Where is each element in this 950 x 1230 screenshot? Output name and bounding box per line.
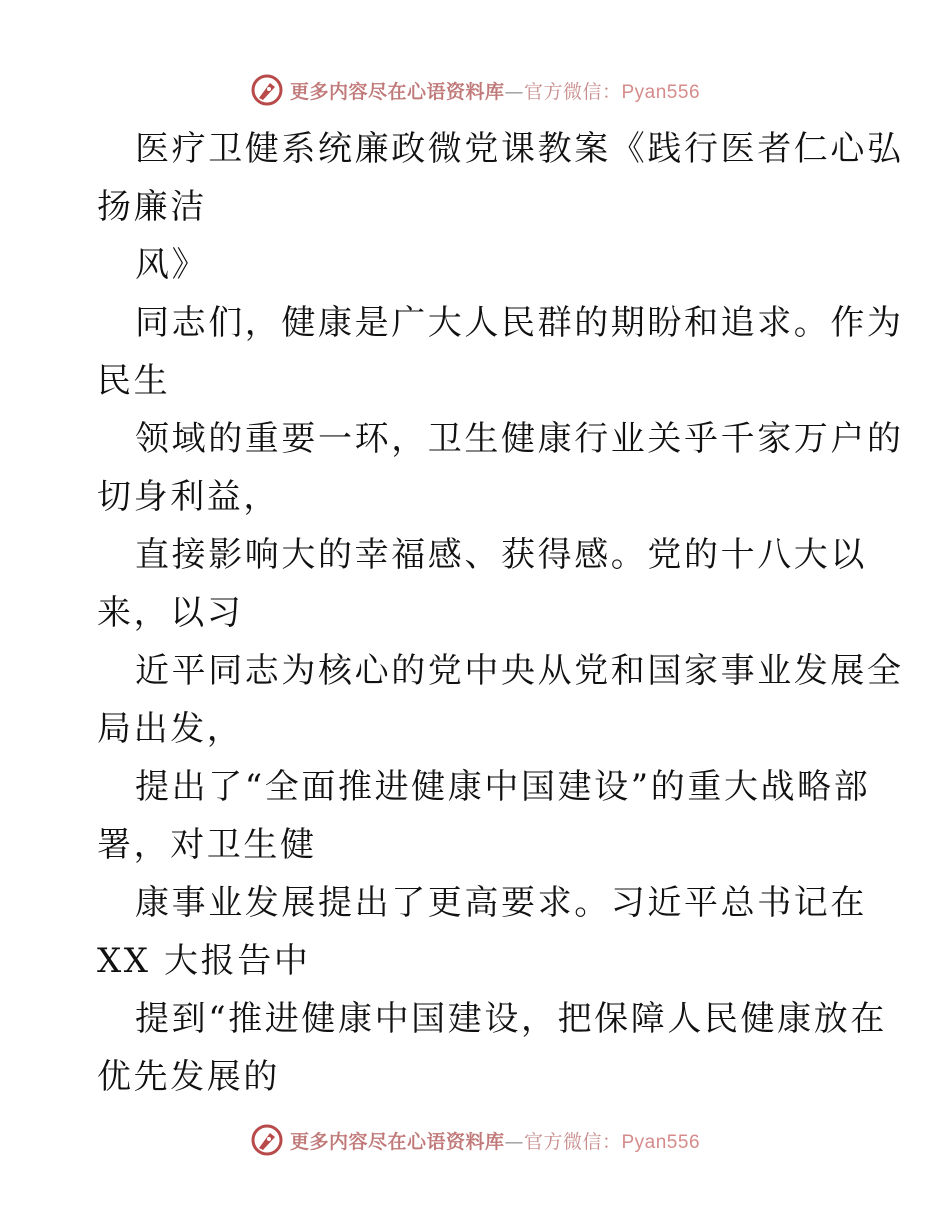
doc-line: 民生 [97, 361, 171, 401]
doc-line: 提出了“全面推进健康中国建设”的重大战略部 [135, 767, 871, 807]
document-body [97, 120, 904, 1106]
doc-line: 局出发， [97, 709, 244, 749]
watermark-separator: — [504, 1130, 524, 1153]
doc-line: 切身利益， [97, 477, 280, 517]
doc-title-line-1: 医疗卫健系统廉政微党课教案《践行医者仁心弘 [135, 129, 904, 169]
doc-title-line-3: 风》 [135, 245, 209, 285]
watermark-part1: 更多内容尽在心语资料库 [289, 80, 505, 103]
doc-line: 直接影响大的幸福感、获得感。党的十八大以 [135, 535, 867, 575]
watermark-account: Pyan556 [621, 81, 701, 103]
watermark-part2: 官方微信： [523, 1130, 622, 1153]
doc-line: 署，对卫生健 [97, 825, 317, 865]
doc-line: 同志们，健康是广大人民群的期盼和追求。作为 [135, 303, 904, 343]
watermark-part1: 更多内容尽在心语资料库 [289, 1130, 505, 1153]
doc-line: 优先发展的 [97, 1057, 280, 1097]
doc-line: 来，以习 [97, 593, 244, 633]
pen-nib-logo-icon [250, 1123, 284, 1157]
watermark-text [290, 1127, 700, 1154]
watermark-part2: 官方微信： [523, 80, 622, 103]
doc-line: 领域的重要一环，卫生健康行业关乎千家万户的 [135, 419, 904, 459]
header-watermark [0, 70, 950, 110]
doc-line: 康事业发展提出了更高要求。习近平总书记在 [135, 883, 867, 923]
watermark-separator: — [504, 80, 524, 103]
doc-line: 近平同志为核心的党中央从党和国家事业发展全 [135, 651, 904, 691]
doc-line: XX 大报告中 [97, 941, 311, 981]
footer-watermark [0, 1120, 950, 1160]
pen-nib-logo-icon [250, 73, 284, 107]
doc-line: 提到“推进健康中国建设，把保障人民健康放在 [135, 999, 887, 1039]
doc-title-line-2: 扬廉洁 [97, 187, 207, 227]
watermark-text [290, 77, 700, 104]
watermark-account: Pyan556 [621, 1131, 701, 1153]
